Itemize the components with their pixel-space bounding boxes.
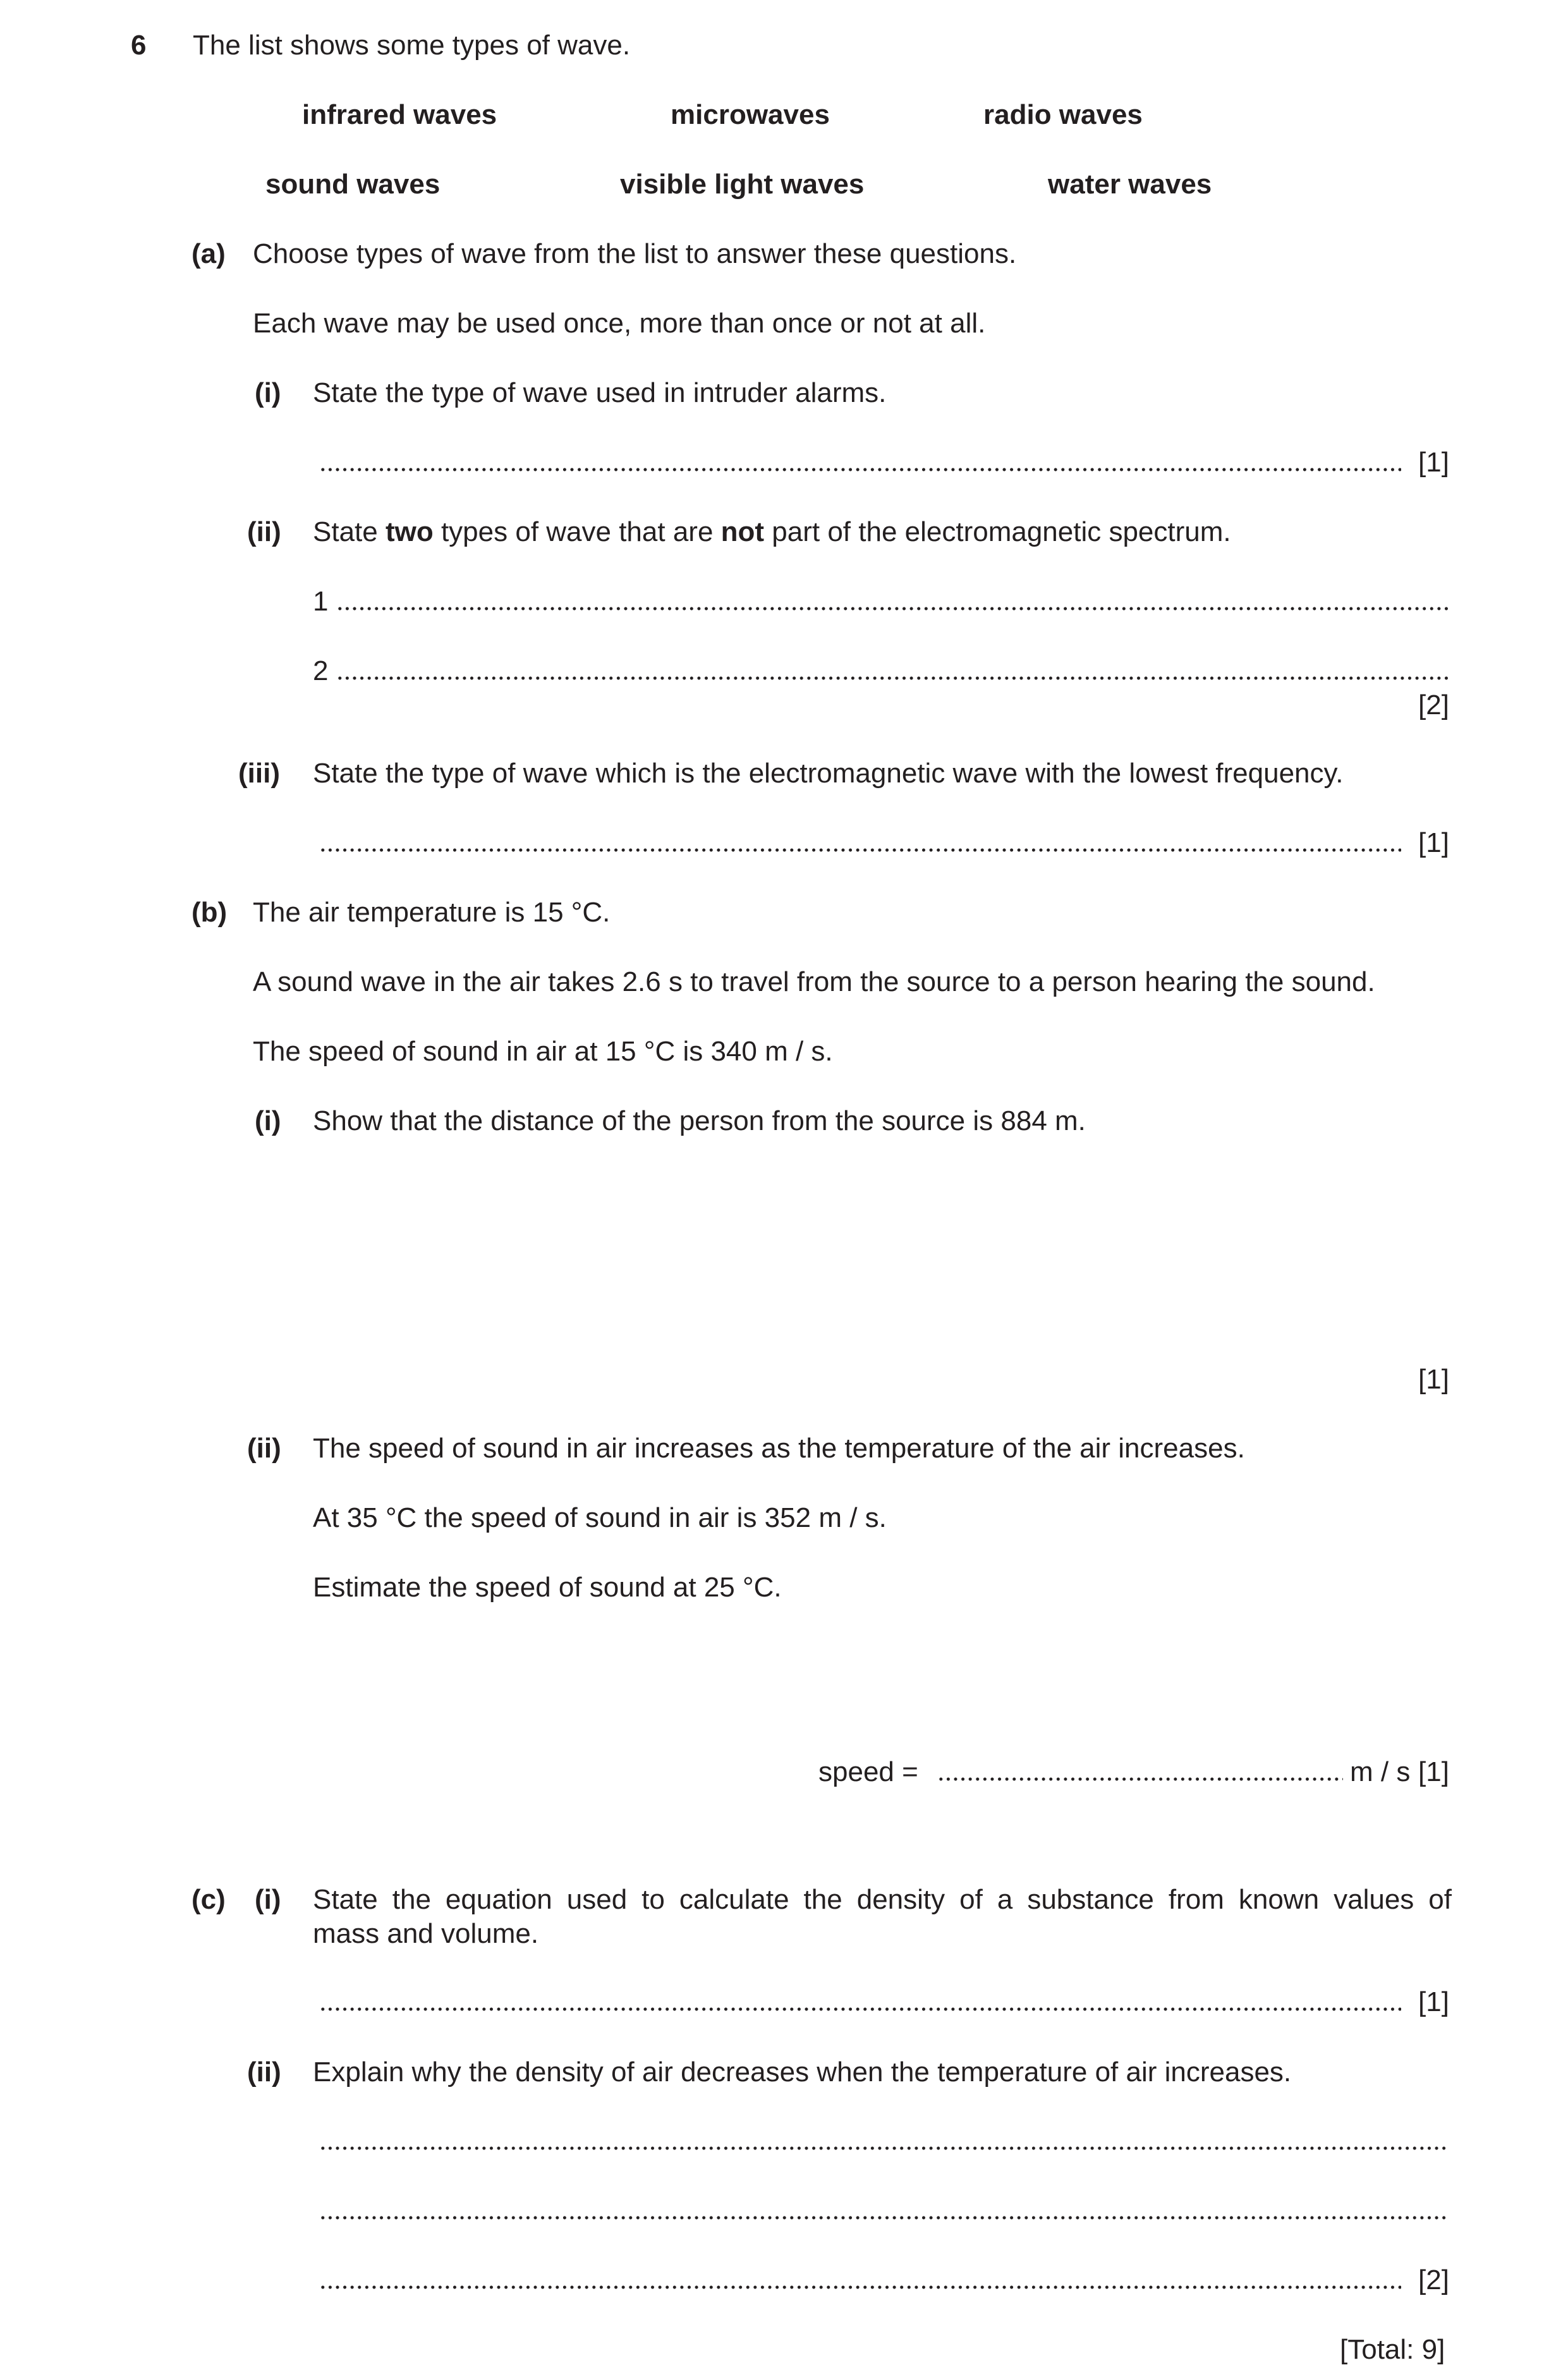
answer-line-a-iii[interactable] (319, 847, 1401, 853)
part-a-label: (a) (191, 238, 226, 269)
part-a-i-label: (i) (255, 377, 281, 408)
answer-line-c-i[interactable] (319, 2006, 1401, 2012)
part-c-i-question-line1: State the equation used to calculate the density of a substance from known values of (313, 1884, 1452, 1915)
wave-option-infrared: infrared waves (302, 99, 497, 130)
speed-unit: m / s (1350, 1756, 1411, 1787)
total-marks: [Total: 9] (1340, 2334, 1445, 2365)
answer-1-label: 1 (313, 586, 329, 617)
marks-b-ii: [1] (1418, 1756, 1449, 1787)
part-b-ii-line2: At 35 °C the speed of sound in air is 352 m / s. (313, 1502, 887, 1533)
part-c-i-label: (i) (255, 1884, 281, 1915)
part-b-ii-line1: The speed of sound in air increases as the temperature of the air increases. (313, 1433, 1245, 1464)
answer-line-a-ii-2[interactable] (336, 675, 1449, 681)
part-b-line1: The air temperature is 15 °C. (253, 897, 611, 928)
answer-line-a-ii-1[interactable] (336, 605, 1449, 612)
part-a-iii-question: State the type of wave which is the electromagnetic wave with the lowest frequency. (313, 758, 1344, 789)
part-a-instruction: Choose types of wave from the list to answer these questions. (253, 238, 1017, 269)
wave-option-sound: sound waves (265, 169, 441, 200)
wave-option-visible-light: visible light waves (620, 169, 865, 200)
marks-b-i: [1] (1418, 1364, 1449, 1395)
part-a-note: Each wave may be used once, more than once or not at all. (253, 308, 986, 339)
answer-2-label: 2 (313, 655, 329, 686)
part-c-ii-label: (ii) (247, 2057, 281, 2088)
marks-a-i: [1] (1418, 447, 1449, 478)
working-space-b-ii[interactable] (313, 1612, 1450, 1751)
wave-option-radio: radio waves (983, 99, 1143, 130)
question-intro: The list shows some types of wave. (193, 30, 631, 61)
part-a-i-question: State the type of wave used in intruder alarms. (313, 377, 887, 408)
part-b-line3: The speed of sound in air at 15 °C is 340 m / s. (253, 1036, 833, 1067)
part-b-ii-label: (ii) (247, 1433, 281, 1464)
part-b-i-question: Show that the distance of the person from the source is 884 m. (313, 1105, 1086, 1136)
part-c-i-question-line2: mass and volume. (313, 1918, 539, 1949)
marks-a-iii: [1] (1418, 827, 1449, 858)
part-b-line2: A sound wave in the air takes 2.6 s to travel from the source to a person hearing the sound. (253, 966, 1375, 997)
answer-line-c-ii-1[interactable] (319, 2145, 1449, 2151)
part-b-label: (b) (191, 897, 228, 928)
answer-line-c-ii-3[interactable] (319, 2284, 1401, 2290)
marks-c-i: [1] (1418, 1986, 1449, 2017)
speed-label: speed = (818, 1756, 918, 1787)
question-number: 6 (131, 30, 147, 61)
part-a-iii-label: (iii) (238, 758, 280, 789)
part-c-ii-question: Explain why the density of air decreases when the temperature of air increases. (313, 2057, 1292, 2088)
part-c-label: (c) (191, 1884, 226, 1915)
wave-option-microwaves: microwaves (671, 99, 830, 130)
answer-line-c-ii-2[interactable] (319, 2215, 1449, 2221)
marks-a-ii: [2] (1418, 690, 1449, 720)
working-space-b-i[interactable] (313, 1144, 1450, 1353)
wave-option-water: water waves (1048, 169, 1212, 200)
part-b-ii-line3: Estimate the speed of sound at 25 °C. (313, 1572, 782, 1603)
part-b-i-label: (i) (255, 1105, 281, 1136)
marks-c-ii: [2] (1418, 2265, 1449, 2295)
answer-line-speed[interactable] (937, 1776, 1343, 1782)
answer-line-a-i[interactable] (319, 466, 1401, 473)
part-a-ii-question: State two types of wave that are not part of the electromagnetic spectrum. (313, 516, 1231, 547)
part-a-ii-label: (ii) (247, 516, 281, 547)
